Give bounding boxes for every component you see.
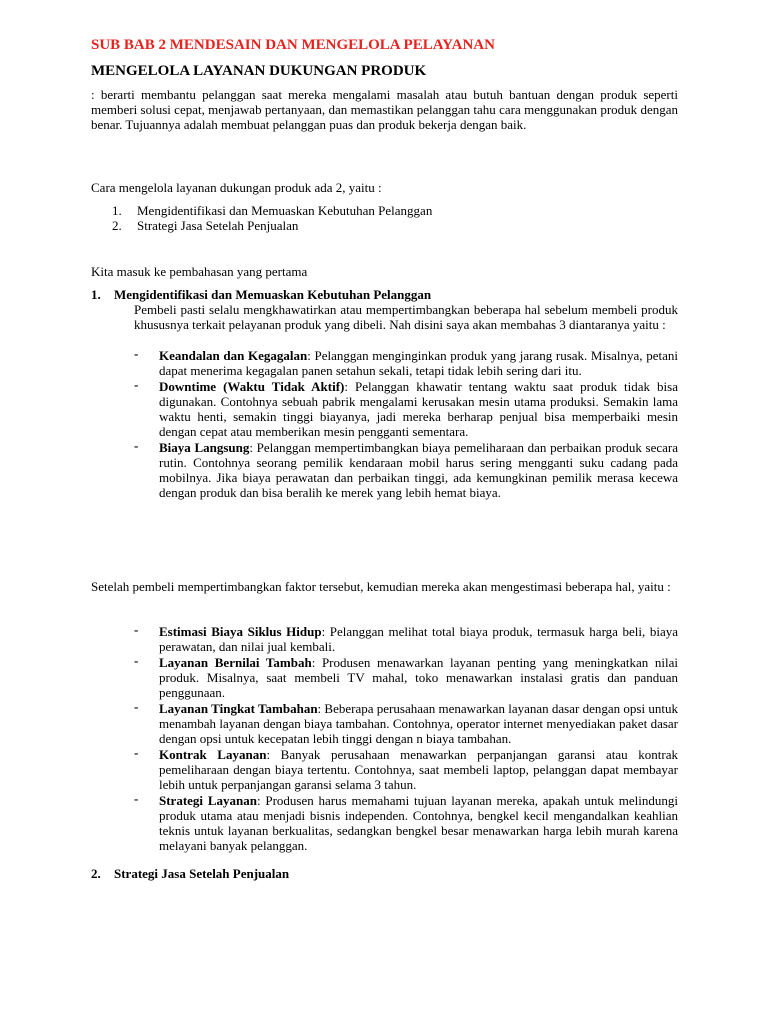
bullet-term: Layanan Bernilai Tambah (159, 655, 312, 670)
bullet-term: Kontrak Layanan (159, 747, 267, 762)
bullet-term: Downtime (Waktu Tidak Aktif) (159, 379, 345, 394)
bullet-dash: - (134, 653, 139, 668)
ways-list (112, 203, 672, 233)
list-item (112, 203, 672, 218)
list-item (134, 701, 678, 746)
bullet-text: : Produsen harus memahami tujuan layanan mereka, apakah untuk melindungi produk utama atau menjadi bisnis independen. Contohnya, bengkel kecil mengandalkan keahlian teknis untuk layanan berkualitas, sedangkan bengkel besar menawarkan harga lebih murah karena melayani banyak pelanggan. (159, 793, 678, 853)
section-title-text: Mengidentifikasi dan Memuaskan Kebutuhan Pelanggan (114, 287, 432, 302)
section-title-text: Strategi Jasa Setelah Penjualan (114, 866, 290, 881)
transition-text: Kita masuk ke pembahasan yang pertama (91, 264, 308, 279)
bullet-text: : Pelanggan menginginkan produk yang jarang rusak. Misalnya, petani dapat menerima kegagalan panen setahun sekali, tetapi tidak lebih sering dari itu. (159, 348, 678, 378)
list-item-text: Mengidentifikasi dan Memuaskan Kebutuhan Pelanggan (137, 203, 433, 218)
list-number: 1. (112, 203, 122, 218)
list-item (112, 218, 672, 233)
bullet-dash: - (134, 745, 139, 760)
bullet-dash: - (134, 346, 139, 361)
bullet-term: Estimasi Biaya Siklus Hidup (159, 624, 322, 639)
after-paragraph: Setelah pembeli mempertimbangkan faktor tersebut, kemudian mereka akan mengestimasi beberapa hal, yaitu : (91, 579, 671, 594)
bullet-term: Biaya Langsung (159, 440, 250, 455)
estimates-bullets (134, 624, 678, 853)
list-item (134, 624, 678, 654)
list-item (134, 379, 678, 439)
chapter-title: SUB BAB 2 MENDESAIN DAN MENGELOLA PELAYANAN (91, 37, 495, 53)
bullet-term: Keandalan dan Kegagalan (159, 348, 308, 363)
bullet-dash: - (134, 622, 139, 637)
bullet-term: Strategi Layanan (159, 793, 257, 808)
section-heading: MENGELOLA LAYANAN DUKUNGAN PRODUK (91, 63, 427, 79)
list-item (134, 747, 678, 792)
bullet-dash: - (134, 438, 139, 453)
list-item (134, 655, 678, 700)
bullet-dash: - (134, 377, 139, 392)
section-number: 2. (91, 866, 101, 881)
list-item (134, 793, 678, 853)
section-1-bullets (134, 348, 678, 500)
bullet-text: : Beberapa perusahaan menawarkan layanan dasar dengan opsi untuk menambah layanan dengan biaya tambahan. Contohnya, operator internet menyediakan paket dasar dengan opsi untuk kecepatan lebih tinggi dengan n biaya tambahan. (159, 701, 678, 746)
section-number: 1. (91, 287, 101, 302)
list-item (134, 348, 678, 378)
bullet-text: : Banyak perusahaan menawarkan perpanjangan garansi atau kontrak pemeliharaan dengan biaya tertentu. Contohnya, saat membeli laptop, pelanggan dapat membayar lebih untuk perpanjangan garansi selama 3 tahun. (159, 747, 678, 792)
bullet-dash: - (134, 791, 139, 806)
bullet-term: Layanan Tingkat Tambahan (159, 701, 318, 716)
bullet-text: : Pelanggan khawatir tentang waktu saat produk tidak bisa digunakan. Contohnya sebuah pabrik mengalami kerusakan mesin utama produksi. Semakin lama waktu henti, semakin tinggi biayanya, jadi mereka berharap penjual bisa memperbaiki mesin dengan cepat atau memberikan mesin pengganti sementara. (159, 379, 678, 439)
bullet-dash: - (134, 699, 139, 714)
list-item-text: Strategi Jasa Setelah Penjualan (137, 218, 299, 233)
bullet-text: : Produsen menawarkan layanan penting yang meningkatkan nilai produk. Misalnya, saat membeli TV mahal, toko menawarkan instalasi gratis dan panduan penggunaan. (159, 655, 678, 700)
ways-intro: Cara mengelola layanan dukungan produk ada 2, yaitu : (91, 180, 382, 195)
section-1-paragraph: Pembeli pasti selalu mengkhawatirkan atau mempertimbangkan beberapa hal sebelum membeli produk khususnya terkait pelayanan produk yang dibeli. Nah disini saya akan membahas 3 diantaranya yaitu : (134, 302, 678, 332)
bullet-text: : Pelanggan mempertimbangkan biaya pemeliharaan dan perbaikan produk secara rutin. Contohnya seorang pemilik kendaraan mobil harus sering mengganti suku cadang pada mobilnya. Jika biaya perawatan dan perbaikan tinggi, ada kemungkinan pemilik merasa kecewa dengan produk dan bisa beralih ke merek yang lebih hemat biaya. (159, 440, 679, 500)
list-item (134, 440, 678, 500)
bullet-text: : Pelanggan melihat total biaya produk, termasuk harga beli, biaya perawatan, dan nilai jual kembali. (159, 624, 678, 654)
section-1-title (91, 287, 431, 302)
intro-paragraph: : berarti membantu pelanggan saat mereka mengalami masalah atau butuh bantuan dengan produk seperti memberi solusi cepat, menjawab pertanyaan, dan memastikan pelanggan tahu cara menggunakan produk dengan benar. Tujuannya adalah membuat pelanggan puas dan produk bekerja dengan baik. (91, 87, 678, 132)
list-number: 2. (112, 218, 122, 233)
section-2-title (91, 866, 289, 881)
